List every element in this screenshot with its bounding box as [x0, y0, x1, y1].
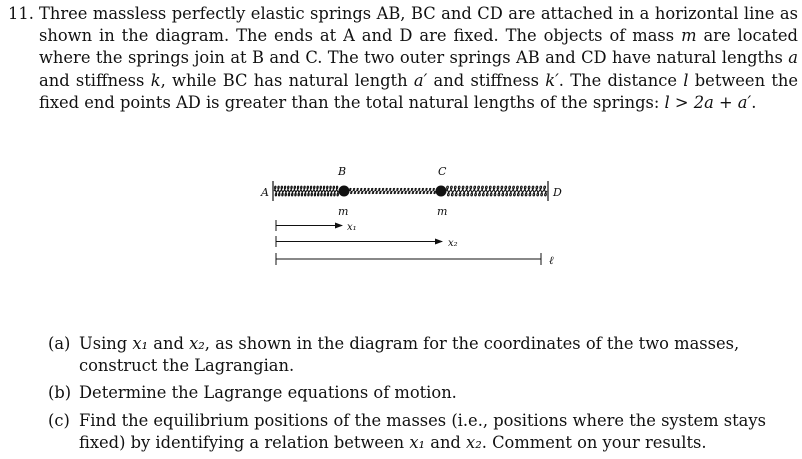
part-a-label: (a)	[48, 334, 71, 353]
math-k-prime: k′	[545, 70, 559, 90]
math-a: a	[788, 48, 798, 68]
part-a	[48, 333, 800, 377]
spring-ab	[274, 186, 339, 196]
part-c-text-1: Find the equilibrium positions of the masses (i.e., positions where the system stays fixed) by identifying a relation between	[79, 410, 766, 452]
label-a: A	[261, 186, 269, 199]
part-c-text-2: and	[425, 432, 467, 452]
spring-bc	[349, 188, 436, 193]
part-b-label: (b)	[48, 383, 72, 403]
label-c: C	[438, 165, 447, 178]
part-a-text-3: , as shown in the diagram for the coordinates of the two masses, construct the Lagrangian.	[79, 334, 740, 376]
math-m: m	[681, 26, 697, 46]
label-x2: x₂	[448, 238, 458, 249]
math-l: l	[683, 70, 689, 90]
part-c	[48, 410, 800, 454]
math-k: k	[150, 70, 161, 90]
statement-text-5: and stiffness	[427, 70, 546, 90]
statement-text-8: .	[751, 92, 757, 112]
question-parts	[48, 333, 800, 459]
statement-text-6: . The distance	[558, 70, 684, 90]
spring-cd	[446, 186, 547, 196]
label-mass-b: m	[338, 205, 349, 218]
mass-b	[339, 186, 350, 197]
statement-text-7: between the fixed end points AD is greater than the total natural lengths of the springs:	[39, 70, 798, 112]
statement-text-1: Three massless perfectly elastic springs AB, BC and CD are attached in a horizontal line as shown in the diagram. The ends at A and D are fixed. The objects of mass	[39, 4, 798, 46]
math-inequality: l > 2a + a′	[664, 92, 752, 112]
math-x1: x₁	[409, 432, 426, 452]
statement-text-3: and stiffness	[39, 70, 151, 90]
part-a-text-1: Using	[79, 334, 133, 353]
math-x2: x₂	[189, 334, 205, 353]
label-d: D	[553, 186, 562, 199]
part-c-label: (c)	[48, 410, 70, 430]
math-x1: x₁	[132, 334, 149, 353]
math-a-prime: a′	[413, 70, 428, 90]
math-x2: x₂	[466, 432, 482, 452]
label-mass-c: m	[437, 205, 448, 218]
label-b: B	[338, 165, 347, 178]
mass-c	[436, 186, 447, 197]
part-b	[48, 382, 800, 404]
part-c-text-3: . Comment on your results.	[481, 432, 707, 452]
statement-text-2: are located where the springs join at B and C. The two outer springs AB and CD have natural lengths	[39, 26, 798, 68]
label-l: ℓ	[549, 254, 554, 267]
label-x1: x₁	[347, 222, 357, 233]
problem-number: 11.	[8, 4, 34, 23]
part-b-text: Determine the Lagrange equations of motion.	[79, 383, 457, 403]
part-a-text-2: and	[148, 334, 190, 353]
statement-text-4: , while BC has natural length	[160, 70, 414, 90]
